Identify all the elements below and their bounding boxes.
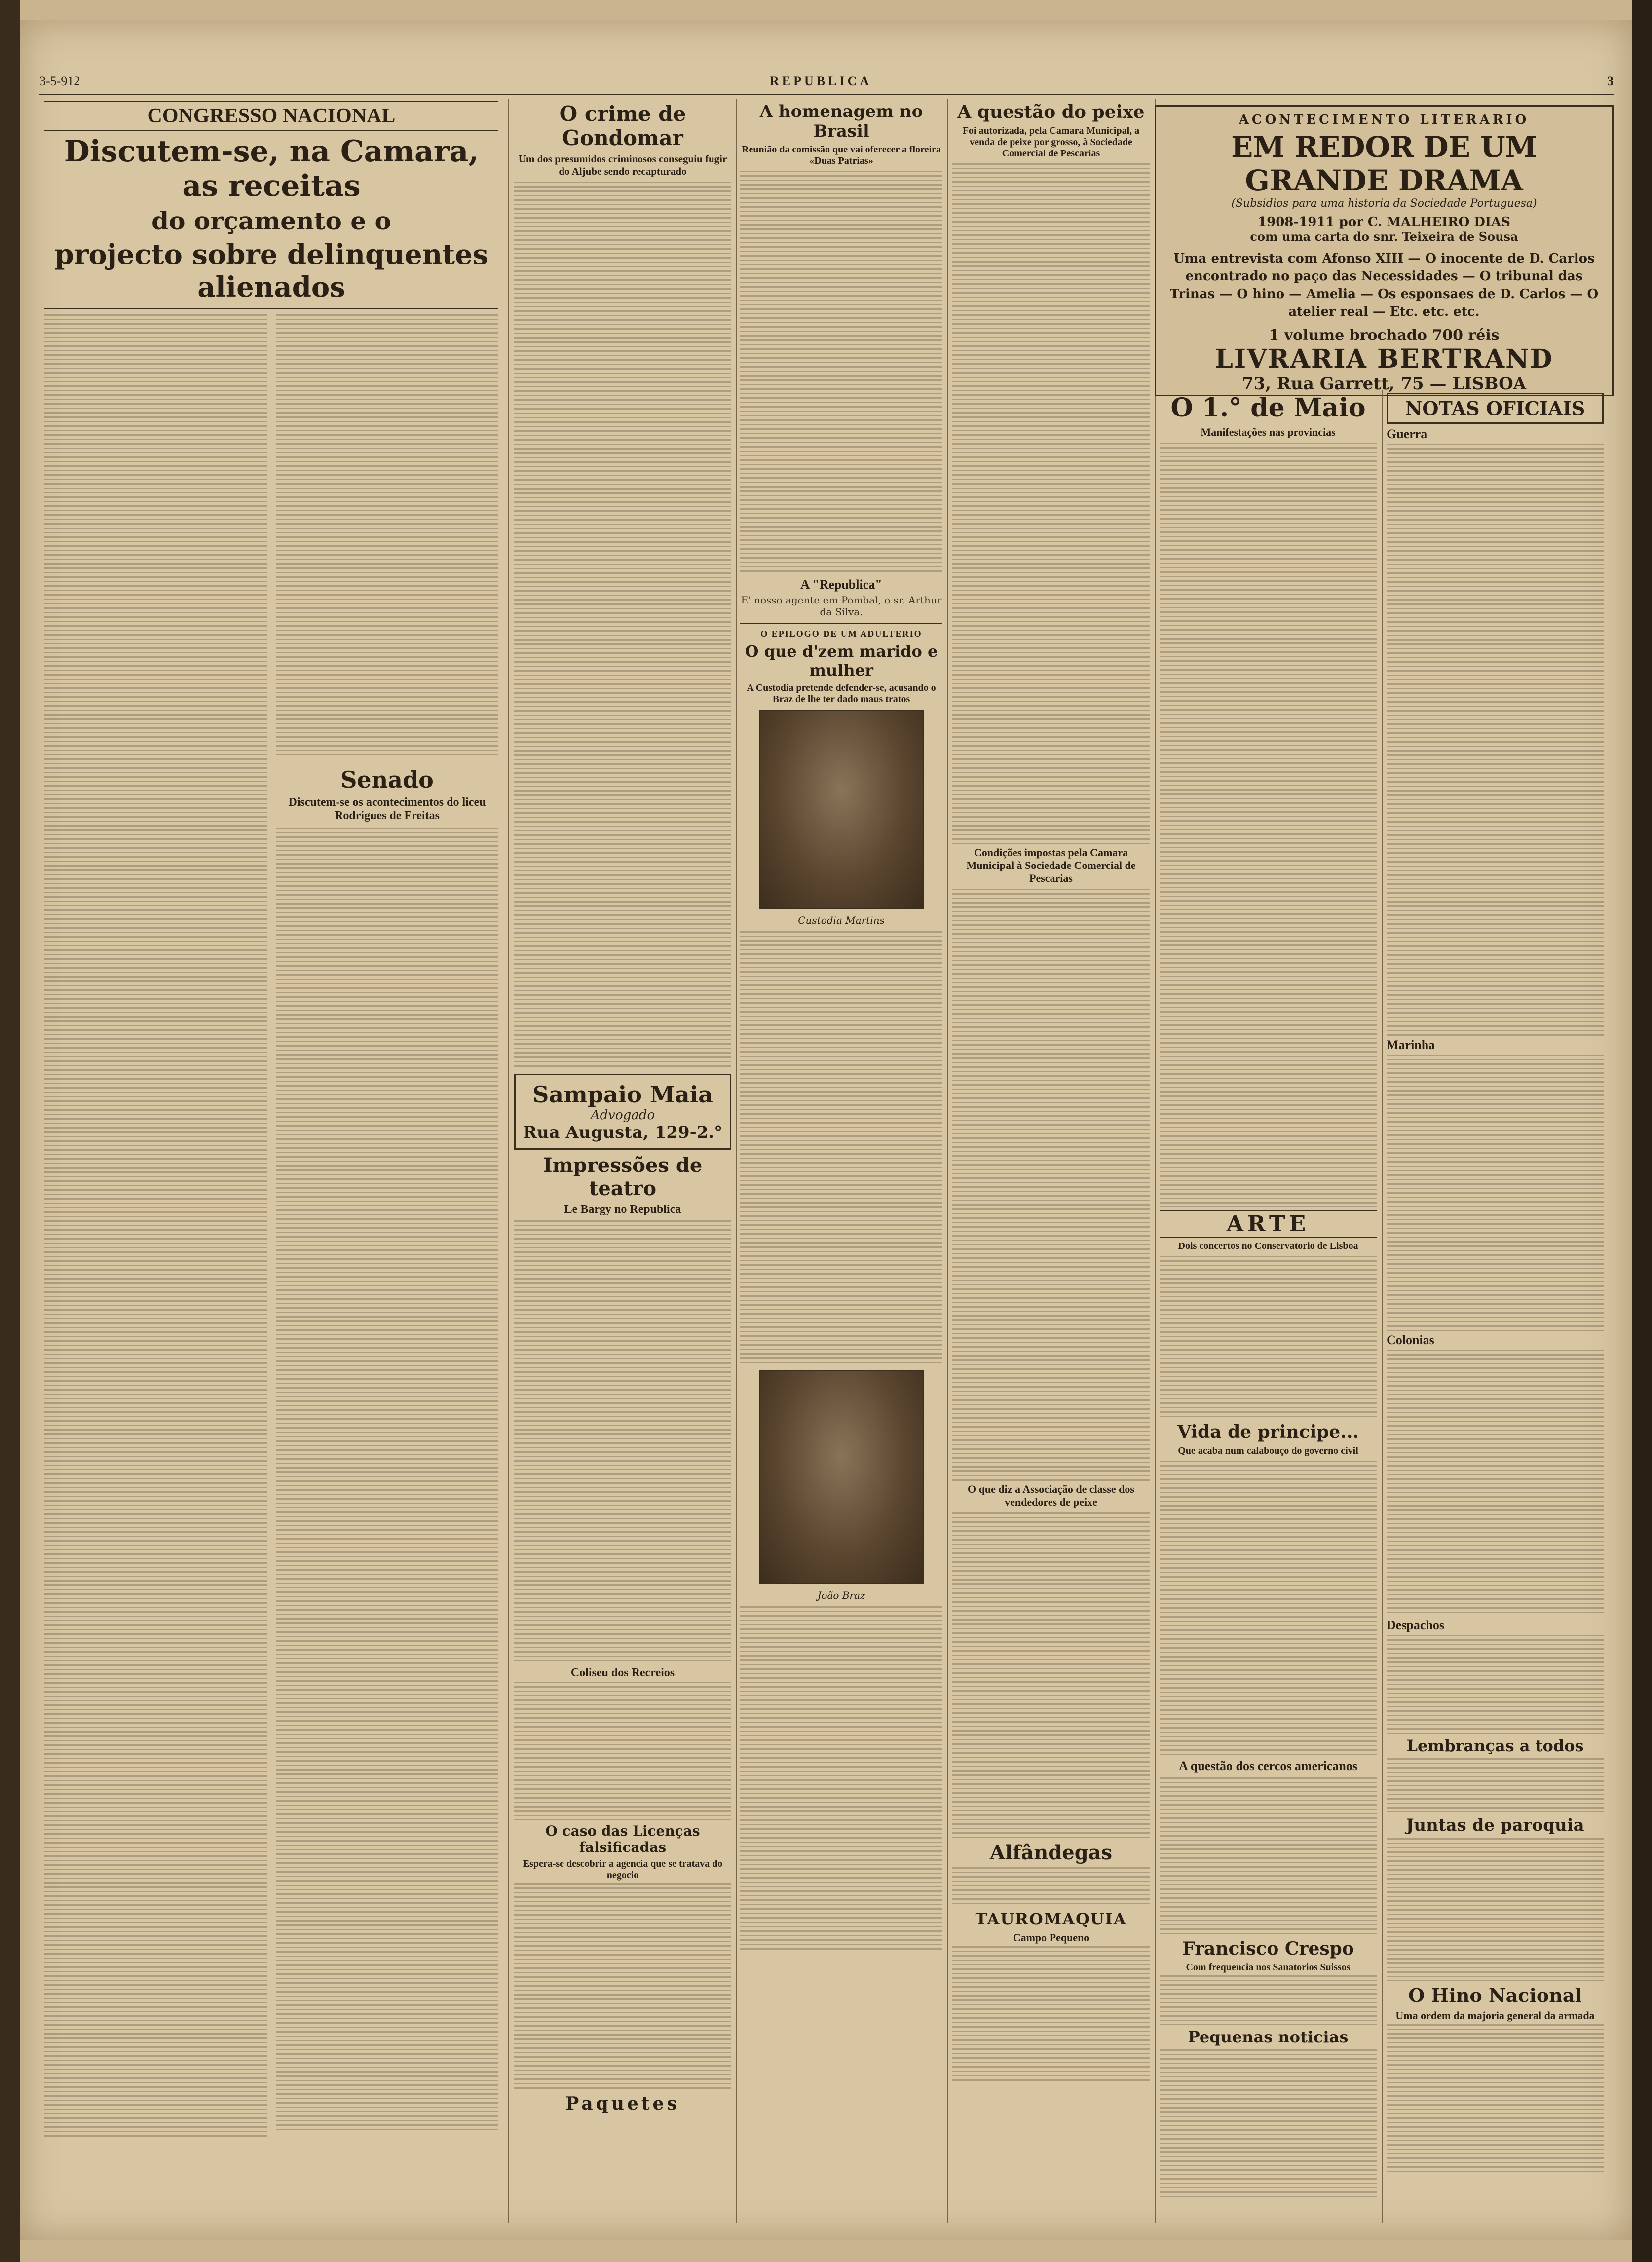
masthead	[39, 74, 1614, 95]
column-congresso	[44, 99, 498, 2223]
coliseu-heading: Coliseu dos Recreios	[570, 1666, 675, 1679]
theatre-heading: Impressões de teatro	[543, 1154, 703, 1200]
peixe-subheading: Foi autorizada, pela Camara Municipal, a venda de peixe por grosso, à Sociedade Comercial de Pescarias	[962, 125, 1140, 159]
maio-heading: O 1.° de Maio	[1170, 393, 1366, 423]
arte-heading: ARTE	[1160, 1210, 1377, 1238]
article-text-block	[1387, 1635, 1604, 1734]
column-gondomar	[508, 99, 737, 2223]
article-text-block	[276, 828, 498, 2130]
article-text-block	[740, 171, 942, 575]
issue-date: 3-5-912	[39, 74, 80, 88]
licencas-subheading: Espera-se descobrir a agencia que se tratava do negocio	[523, 1858, 723, 1881]
article-text-block	[1160, 443, 1377, 1207]
portrait-custodia	[759, 710, 924, 909]
despachos-heading: Despachos	[1387, 1618, 1445, 1632]
lembrancas-heading: Lembranças a todos	[1406, 1736, 1584, 1755]
article-text-block	[1160, 2049, 1377, 2197]
ad-name: Sampaio Maia	[532, 1081, 713, 1108]
article-text-block	[514, 1220, 731, 1664]
homenagem-heading: A homenagem no Brasil	[759, 102, 923, 141]
article-text-block	[952, 1867, 1150, 1907]
article-text-block	[952, 1946, 1150, 2084]
pequenas-noticias-heading: Pequenas noticias	[1188, 2028, 1349, 2046]
francisco-crespo-heading: Francisco Crespo	[1182, 1938, 1354, 1959]
headline-orcamento: do orçamento e o	[151, 206, 391, 235]
article-text-block	[1160, 1461, 1377, 1757]
juntas-heading: Juntas de paroquia	[1406, 1815, 1584, 1835]
ad-kicker: ACONTECIMENTO LITERARIO	[1239, 113, 1530, 127]
column-peixe	[947, 99, 1156, 2223]
adulterio-kicker: O EPILOGO DE UM ADULTERIO	[760, 629, 922, 639]
headline-projecto: projecto sobre delinquentes alienados	[54, 238, 488, 303]
vendedores-heading: O que diz a Associação de classe dos vendedores de peixe	[968, 1483, 1134, 1508]
divider	[740, 623, 942, 624]
page-left-edge	[0, 0, 20, 2262]
article-text-block	[1387, 2024, 1604, 2172]
ad-subtitle: (Subsidios para uma historia da Sociedade Portuguesa)	[1231, 197, 1537, 210]
column-notas-oficiais	[1382, 390, 1609, 2223]
marinha-heading: Marinha	[1387, 1038, 1435, 1052]
campo-pequeno-subheading: Campo Pequeno	[1013, 1931, 1089, 1944]
article-text-block	[1387, 1838, 1604, 1981]
paquetes-heading: Paquetes	[565, 2093, 680, 2114]
article-text-block	[514, 182, 731, 1070]
ad-address: 73, Rua Garrett, 75 — LISBOA	[1241, 374, 1527, 394]
crime-gondomar-heading: O crime de Gondomar	[559, 102, 686, 150]
ad-title: EM REDOR DE UM GRANDE DRAMA	[1231, 130, 1537, 197]
alfandegas-heading: Alfândegas	[989, 1841, 1113, 1864]
ad-publisher: LIVRARIA BERTRAND	[1215, 344, 1553, 374]
article-text-block	[1160, 1975, 1377, 2025]
article-text-block	[514, 1883, 731, 2090]
column-maio	[1155, 390, 1383, 2223]
condicoes-heading: Condições impostas pela Camara Municipal à Sociedade Comercial de Pescarias	[966, 846, 1136, 884]
section-congresso: CONGRESSO NACIONAL	[44, 101, 498, 131]
article-text-block	[1160, 1256, 1377, 1419]
adulterio-heading: O que d'zem marido e mulher	[745, 642, 938, 679]
peixe-heading: A questão do peixe	[957, 102, 1145, 122]
vida-principe-heading: Vida de principe...	[1177, 1422, 1359, 1442]
ad-preface: com uma carta do snr. Teixeira de Sousa	[1250, 229, 1518, 244]
article-text-block	[1387, 1758, 1604, 1812]
article-text-block	[1387, 1055, 1604, 1331]
article-text-block	[740, 1606, 942, 1952]
licencas-heading: O caso das Licenças falsificadas	[545, 1823, 700, 1855]
page-right-edge	[1632, 0, 1652, 2262]
divider	[44, 308, 498, 309]
caption-joao-braz: João Braz	[817, 1589, 865, 1601]
headline-receitas: Discutem-se, na Camara, as receitas	[64, 134, 479, 203]
paper-name: REPUBLICA	[770, 74, 872, 88]
vida-principe-subheading: Que acaba num calabouço do governo civil	[1178, 1445, 1358, 1456]
article-text-block	[952, 163, 1150, 844]
crime-gondomar-subheading: Um dos presumidos criminosos conseguiu fugir do Aljube sendo recapturado	[518, 153, 727, 177]
senado-subheading: Discutem-se os acontecimentos do liceu Rodrigues de Freitas	[288, 796, 486, 822]
republica-heading: A "Republica"	[800, 577, 882, 592]
ad-author: 1908-1911 por C. MALHEIRO DIAS	[1258, 215, 1510, 229]
ad-body: Uma entrevista com Afonso XIII — O inocente de D. Carlos encontrado no paço das Necessidades — O tribunal das Trinas — O hino — Amelia — Os esponsaes de D. Carlos — O atelier real — Etc. etc. etc.	[1169, 251, 1599, 319]
livraria-bertrand-ad	[1155, 105, 1614, 396]
ad-address: Rua Augusta, 129-2.°	[523, 1123, 723, 1142]
guerra-heading: Guerra	[1387, 427, 1427, 441]
maio-subheading: Manifestações nas provincias	[1201, 426, 1336, 438]
republica-notice: E' nosso agente em Pombal, o sr. Arthur da Silva.	[741, 594, 942, 618]
article-text-block	[1160, 1777, 1377, 1935]
senado-heading: Senado	[340, 766, 434, 793]
article-text-block	[1387, 1350, 1604, 1616]
francisco-crespo-subheading: Com frequencia nos Sanatorios Suissos	[1186, 1962, 1351, 1973]
arte-subheading: Dois concertos no Conservatorio de Lisboa	[1178, 1241, 1358, 1251]
ad-price: 1 volume brochado 700 réis	[1269, 327, 1500, 344]
page-number: 3	[1607, 74, 1614, 88]
tauromaquia-heading: TAUROMAQUIA	[975, 1910, 1127, 1928]
article-text-block	[1387, 444, 1604, 1036]
article-text-block	[952, 1512, 1150, 1838]
column-homenagem	[735, 99, 948, 2223]
colonias-heading: Colonias	[1387, 1333, 1434, 1347]
homenagem-subheading: Reunião da comissão que vai oferecer a floreira «Duas Patrias»	[742, 144, 941, 166]
article-text-block	[514, 1682, 731, 1820]
article-text-block	[740, 931, 942, 1365]
article-text-block	[276, 314, 498, 758]
hino-nacional-subheading: Uma ordem da majoria general da armada	[1395, 2009, 1595, 2022]
caption-custodia: Custodia Martins	[798, 914, 885, 926]
hino-nacional-heading: O Hino Nacional	[1408, 1984, 1582, 2006]
article-text-block	[44, 314, 267, 2140]
notas-oficiais-heading: NOTAS OFICIAIS	[1387, 393, 1604, 424]
theatre-subheading: Le Bargy no Republica	[564, 1203, 681, 1216]
portrait-joao-braz	[759, 1370, 924, 1584]
advogado-ad	[514, 1074, 731, 1150]
ad-role: Advogado	[590, 1108, 655, 1123]
article-text-block	[952, 889, 1150, 1481]
adulterio-subheading: A Custodia pretende defender-se, acusando o Braz de lhe ter dado maus tratos	[747, 682, 936, 705]
cercos-heading: A questão dos cercos americanos	[1178, 1759, 1358, 1773]
